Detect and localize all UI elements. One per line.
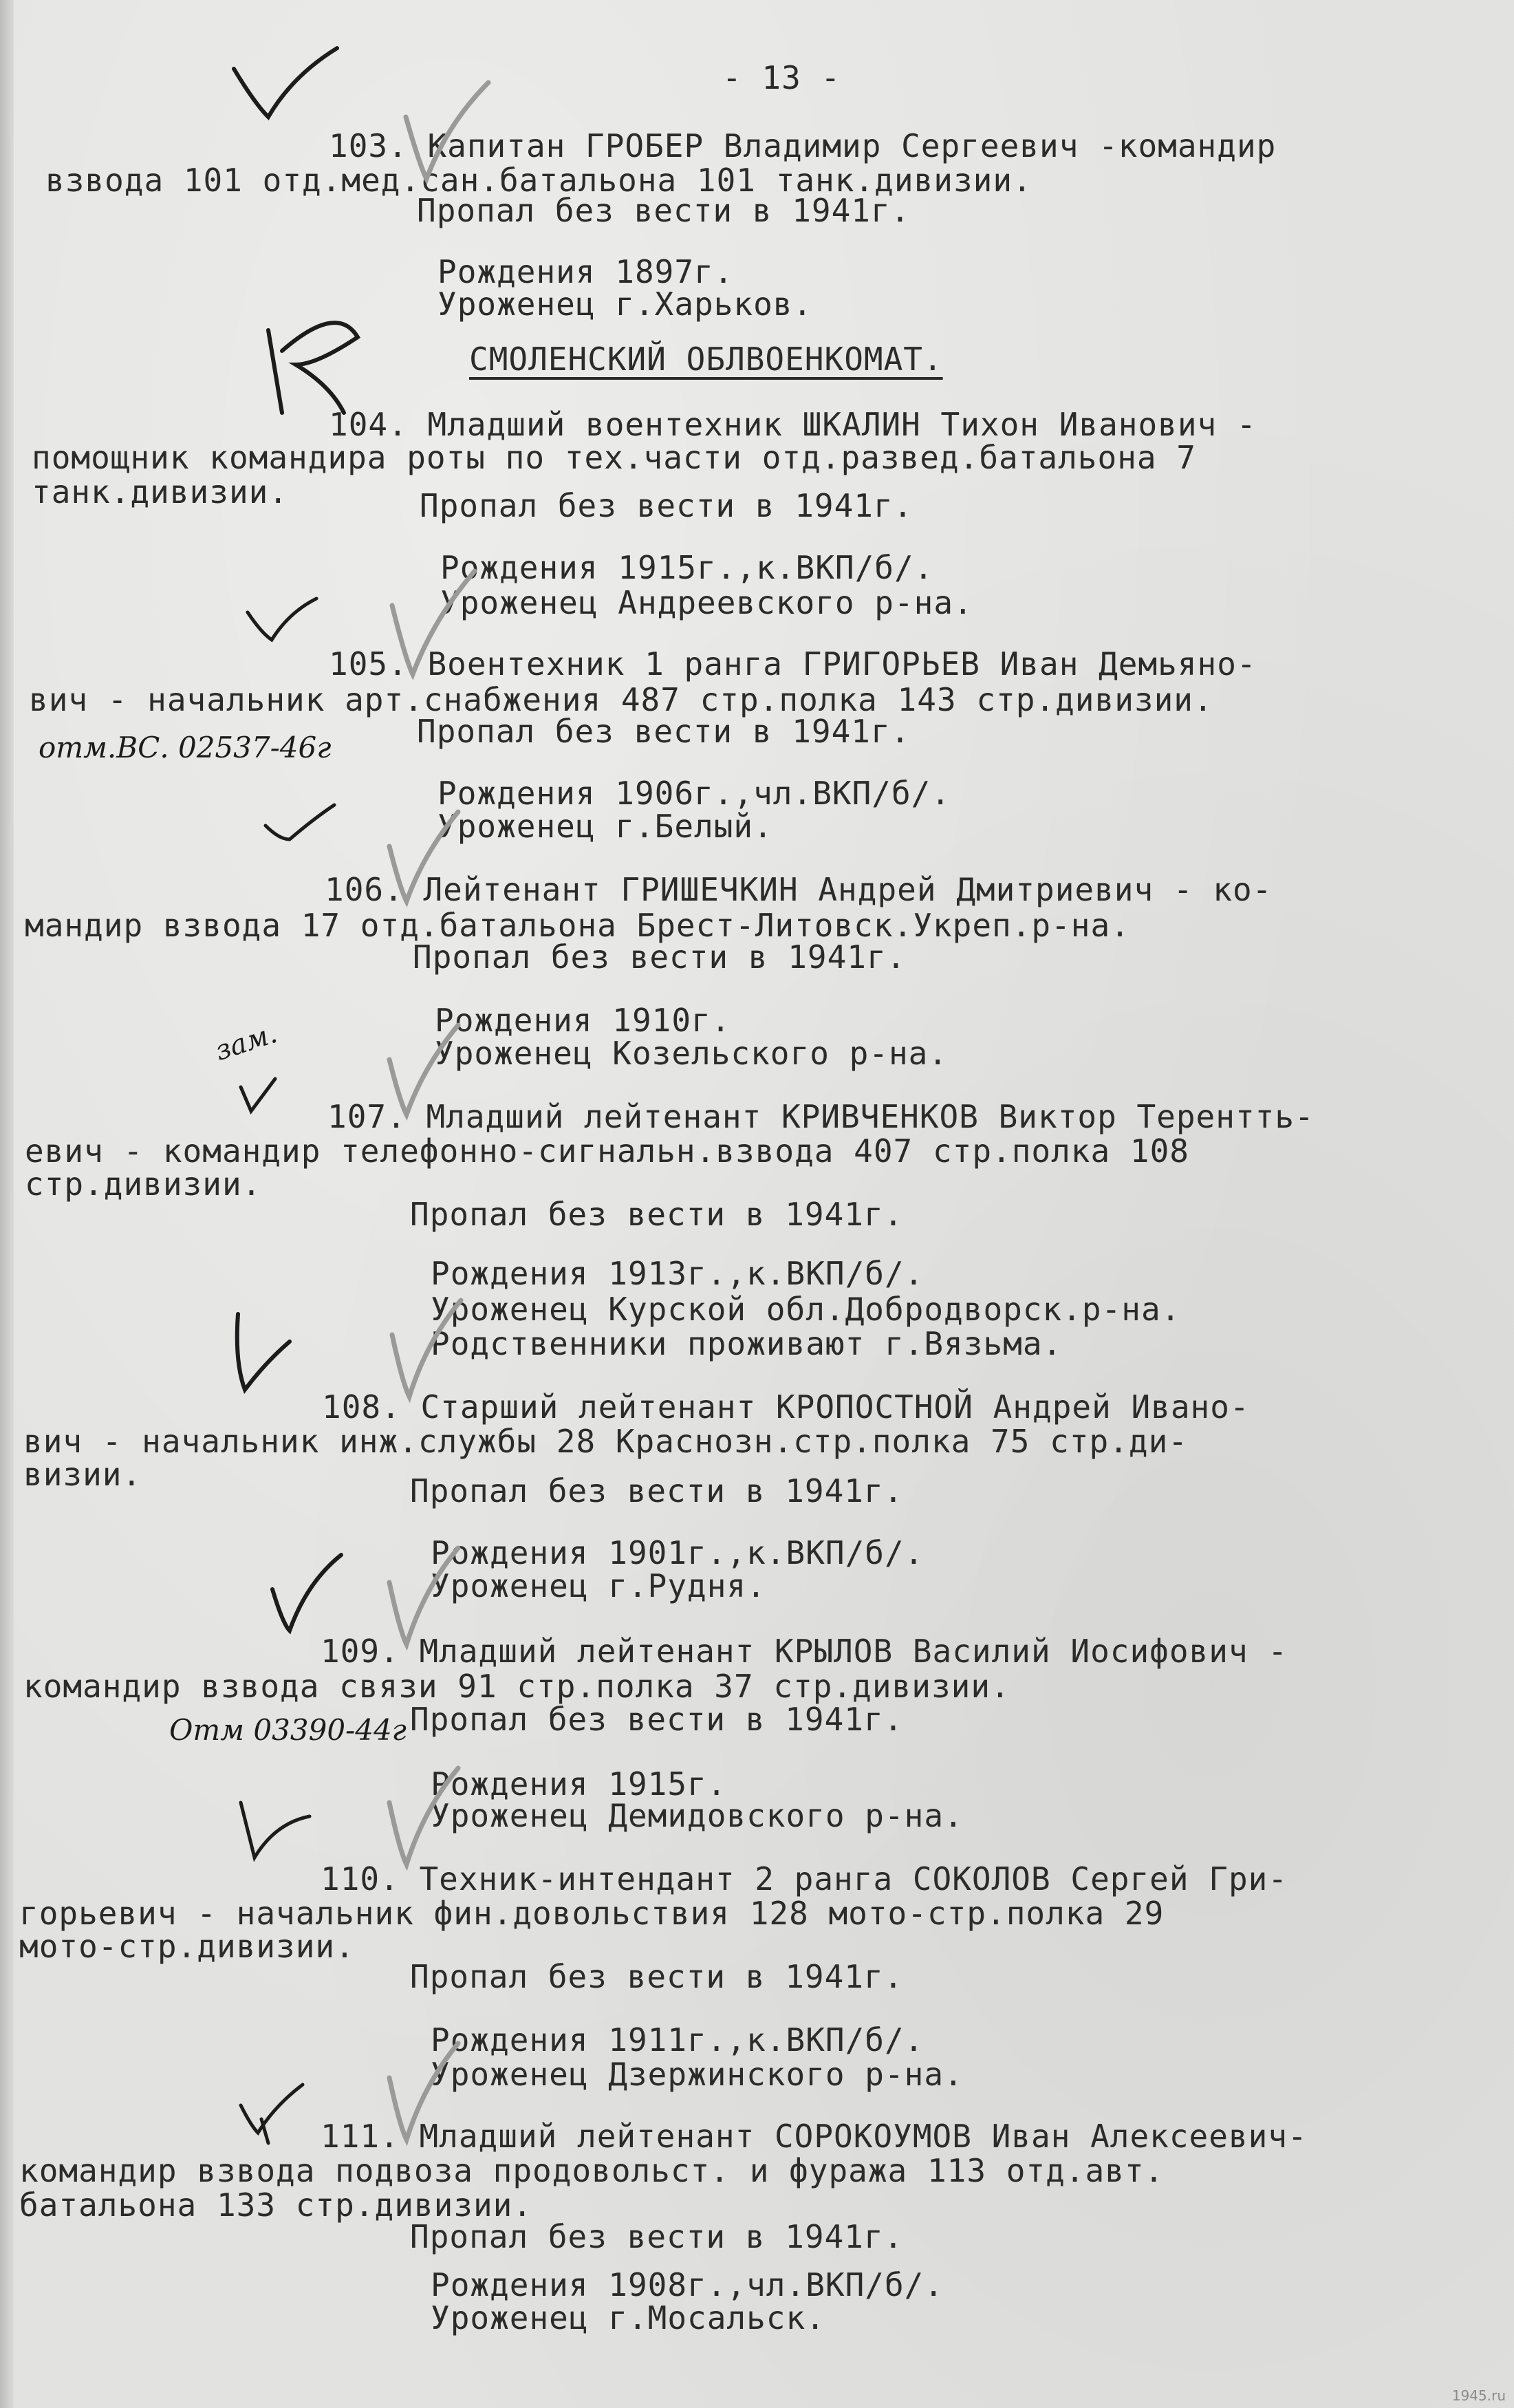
entry-105-birth: Рождения 1906г.,чл.ВКП/б/.: [437, 775, 951, 812]
entry-108-line-1: 108. Старший лейтенант КРОПОСТНОЙ Андрей Ивано-: [322, 1388, 1250, 1426]
entry-105-line-1: 105. Воентехник 1 ранга ГРИГОРЬЕВ Иван Демьяно-: [329, 645, 1257, 682]
entry-106-line-2: мандир взвода 17 отд.батальона Брест-Литовск.Укреп.р-на.: [25, 907, 1130, 944]
entry-109-origin: Уроженец Демидовского р-на.: [431, 1797, 964, 1834]
entry-103-origin: Уроженец г.Харьков.: [437, 286, 813, 323]
pencil-checkmark-icon: [382, 1541, 465, 1651]
checkmark-icon: [224, 1307, 293, 1404]
entry-108-status: Пропал без вести в 1941г.: [410, 1472, 904, 1509]
entry-109-line-2: командир взвода связи 91 стр.полка 37 стр.дивизии.: [23, 1668, 1010, 1705]
entry-110-status: Пропал без вести в 1941г.: [410, 1958, 904, 1995]
entry-110-origin: Уроженец Дзержинского р-на.: [431, 2056, 964, 2093]
pencil-checkmark-icon: [382, 1761, 465, 1871]
entry-108-line-3: визии.: [23, 1456, 142, 1493]
entry-108-birth: Рождения 1901г.,к.ВКП/б/.: [431, 1534, 924, 1571]
handwritten-note-105: отм.ВС. 02537-46г: [39, 731, 332, 764]
entry-104-birth: Рождения 1915г.,к.ВКП/б/.: [440, 549, 934, 586]
r-initial-mark-icon: [255, 310, 378, 433]
entry-107-line-2: евич - командир телефонно-сигнальн.взвода 407 стр.полка 108: [25, 1132, 1189, 1170]
entry-107-line-1: 107. Младший лейтенант КРИВЧЕНКОВ Виктор Терентть-: [327, 1098, 1315, 1135]
entry-110-line-2: горьевич - начальник фин.довольствия 128 мото-стр.полка 29: [19, 1895, 1165, 1932]
checkmark-icon: [241, 592, 323, 647]
entry-110-line-3: мото-стр.дивизии.: [19, 1928, 355, 1965]
entry-105-origin: Уроженец г.Белый.: [437, 808, 773, 845]
entry-107-birth: Рождения 1913г.,к.ВКП/б/.: [431, 1255, 924, 1292]
handwritten-note-109: Отм 03390-44г: [169, 1713, 407, 1747]
entry-105-line-2: вич - начальник арт.снабжения 487 стр.полка 143 стр.дивизии.: [29, 681, 1213, 718]
entry-110-birth: Рождения 1911г.,к.ВКП/б/.: [431, 2021, 924, 2058]
checkmark-icon: [234, 2078, 310, 2147]
site-watermark: 1945.ru: [1451, 2387, 1506, 2404]
pencil-checkmark-icon: [382, 805, 465, 908]
entry-107-relatives: Родственники проживают г.Вязьма.: [431, 1325, 1063, 1362]
pencil-checkmark-icon: [382, 1018, 465, 1121]
pencil-checkmark-icon: [382, 2036, 465, 2147]
page-number: - 13 -: [722, 59, 841, 96]
entry-103-birth: Рождения 1897г.: [437, 253, 734, 290]
entry-107-status: Пропал без вести в 1941г.: [410, 1196, 904, 1233]
entry-111-birth: Рождения 1908г.,чл.ВКП/б/.: [431, 2266, 944, 2303]
entry-104-line-1: 104. Младший воентехник ШКАЛИН Тихон Иванович -: [329, 406, 1257, 443]
entry-111-status: Пропал без вести в 1941г.: [410, 2218, 904, 2255]
checkmark-icon: [259, 798, 341, 846]
entry-108-origin: Уроженец г.Рудня.: [431, 1567, 766, 1604]
entry-104-line-3: танк.дивизии.: [32, 473, 289, 510]
checkmark-icon: [266, 1548, 348, 1637]
entry-103-line-2: взвода 101 отд.мед.сан.батальона 101 танк.дивизии.: [45, 162, 1032, 199]
entry-109-line-1: 109. Младший лейтенант КРЫЛОВ Василий Иосифович -: [321, 1633, 1288, 1670]
entry-104-line-2: помощник командира роты по тех.части отд.развед.батальона 7: [32, 439, 1196, 476]
entry-106-origin: Уроженец Козельского р-на.: [435, 1035, 949, 1072]
entry-106-line-1: 106. Лейтенант ГРИШЕЧКИН Андрей Дмитриевич - ко-: [325, 871, 1273, 908]
entry-106-birth: Рождения 1910г.: [435, 1002, 731, 1039]
entry-108-line-2: вич - начальник инж.службы 28 Краснозн.стр.полка 75 стр.ди-: [23, 1423, 1188, 1460]
pencil-checkmark-icon: [385, 564, 482, 681]
checkmark-icon: [234, 1073, 282, 1115]
entry-103-status: Пропал без вести в 1941г.: [417, 192, 911, 229]
pencil-checkmark-icon: [385, 1293, 468, 1404]
pencil-checkmark-icon: [399, 76, 495, 186]
entry-109-status: Пропал без вести в 1941г.: [410, 1701, 904, 1738]
checkmark-icon: [234, 1789, 316, 1864]
page-binding-edge: [0, 0, 14, 2408]
entry-110-line-1: 110. Техник-интендант 2 ранга СОКОЛОВ Сергей Гри-: [321, 1860, 1288, 1898]
entry-104-status: Пропал без вести в 1941г.: [420, 487, 913, 524]
entry-111-line-1: 111. Младший лейтенант СОРОКОУМОВ Иван Алексеевич-: [321, 2118, 1308, 2155]
section-title: СМОЛЕНСКИЙ ОБЛВОЕНКОМАТ.: [469, 341, 943, 378]
entry-111-origin: Уроженец г.Мосальск.: [431, 2299, 825, 2336]
entry-107-origin: Уроженец Курской обл.Добродворск.р-на.: [431, 1291, 1181, 1328]
checkmark-icon: [227, 41, 344, 124]
handwritten-note-107: зам.: [211, 1017, 281, 1068]
entry-111-line-2: командир взвода подвоза продовольст. и фуража 113 отд.авт.: [19, 2152, 1165, 2189]
entry-111-line-3: батальона 133 стр.дивизии.: [19, 2186, 533, 2224]
entry-105-status: Пропал без вести в 1941г.: [417, 713, 911, 750]
entry-106-status: Пропал без вести в 1941г.: [413, 938, 907, 976]
entry-103-line-1: 103. Капитан ГРОБЕР Владимир Сергеевич -командир: [329, 127, 1277, 164]
entry-104-origin: Уроженец Андреевского р-на.: [440, 584, 973, 621]
entry-109-birth: Рождения 1915г.: [431, 1765, 727, 1803]
entry-107-line-3: стр.дивизии.: [25, 1165, 262, 1203]
